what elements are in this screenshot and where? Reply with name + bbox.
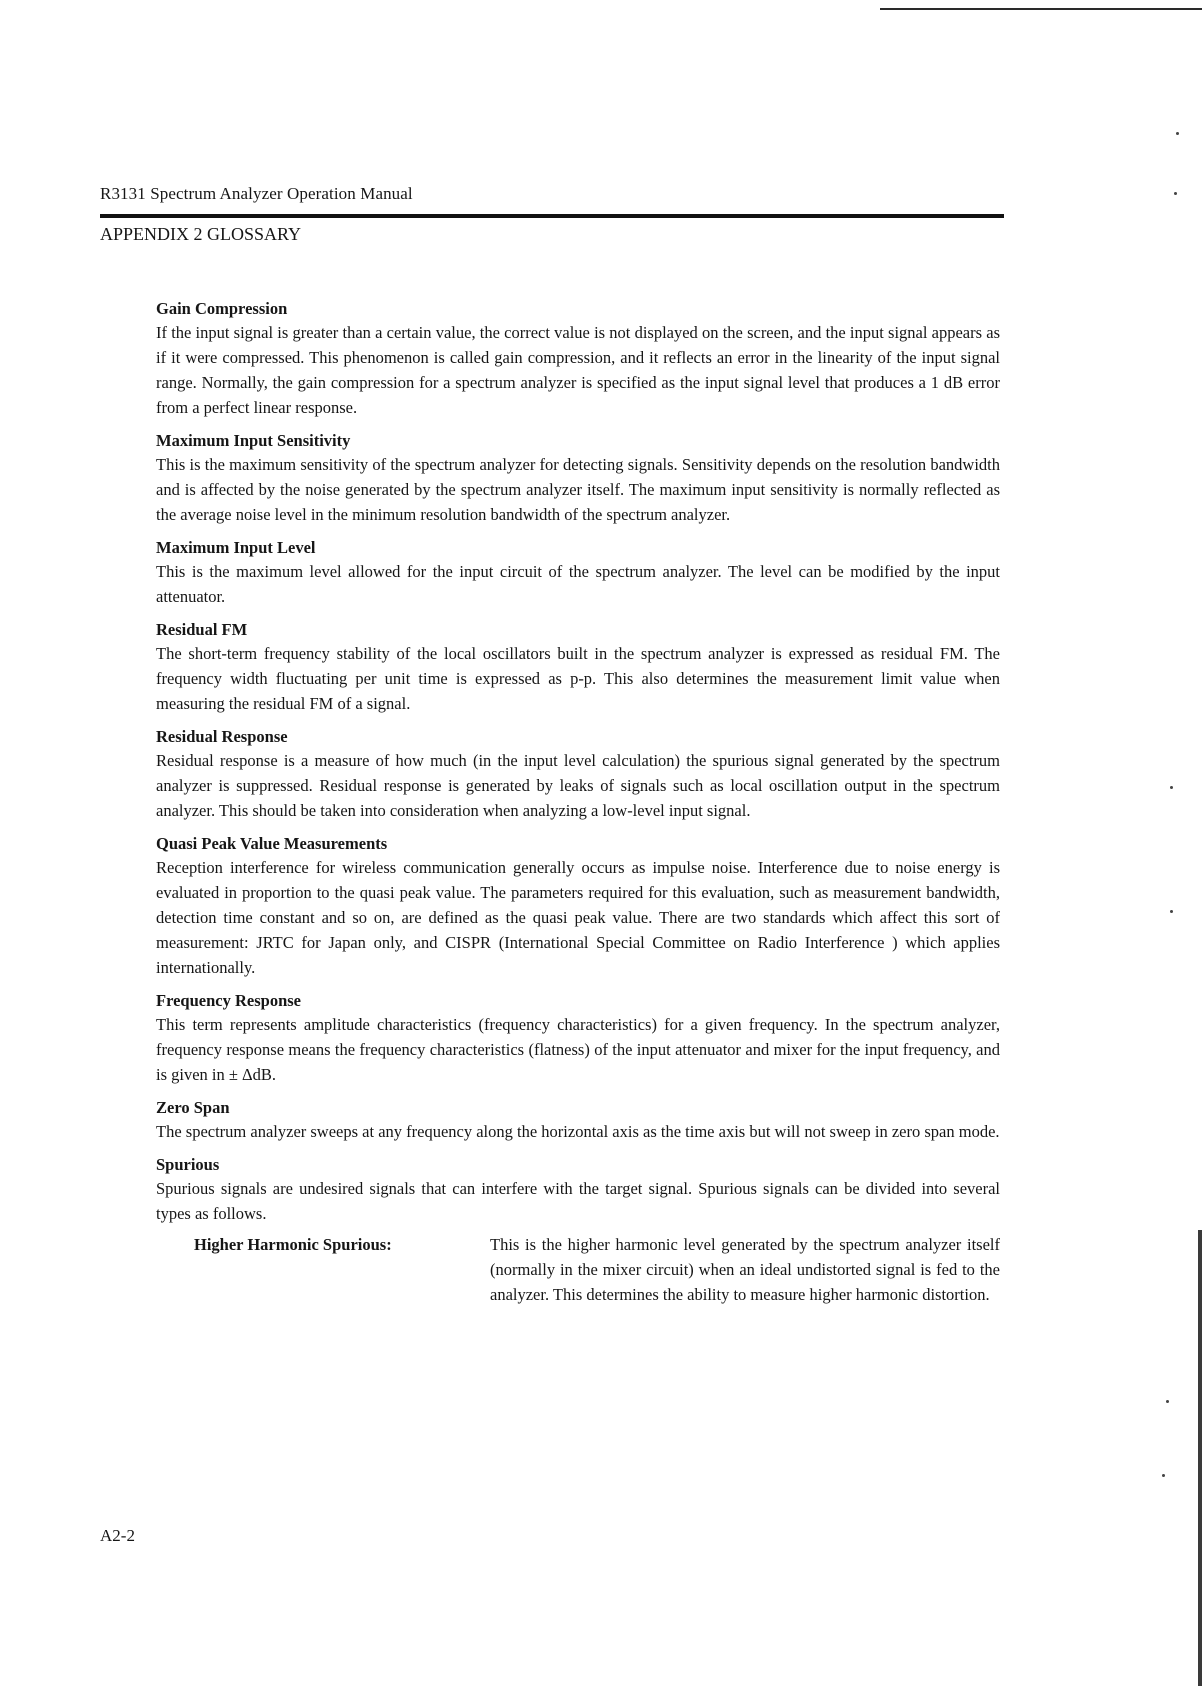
scan-speck (1176, 132, 1179, 135)
glossary-term: Zero Span (156, 1098, 230, 1117)
running-head: R3131 Spectrum Analyzer Operation Manual (100, 184, 413, 203)
glossary-definition: Spurious signals are undesired signals that can interfere with the target signal. Spurious signals can be divided into several types as follows. (156, 1179, 1000, 1223)
glossary-definition: Reception interference for wireless communication generally occurs as impulse noise. Interference due to noise energy is evaluated in proportion to the quasi peak value. The parameters required for this evaluation, such as measurement bandwidth, detection time constant and so on, are defined as the quasi peak value. There are two standards which affect this sort of measurement: JRTC for Japan only, and CISPR (International Special Committee on Radio Interference ) which applies internationally. (156, 858, 1000, 977)
glossary-definition: This term represents amplitude characteristics (frequency characteristics) for a given frequency. In the spectrum analyzer, frequency response means the frequency characteristics (flatness) of the input attenuator and mixer for the input frequency, and is given in ± ΔdB. (156, 1015, 1000, 1084)
glossary-entry-gain-compression (156, 298, 1000, 420)
glossary-entry-maximum-input-sensitivity (156, 430, 1000, 527)
glossary-entry-quasi-peak (156, 833, 1000, 980)
glossary-definition: This is the maximum level allowed for the input circuit of the spectrum analyzer. The level can be modified by the input attenuator. (156, 562, 1000, 606)
glossary-sub-definition: This is the higher harmonic level generated by the spectrum analyzer itself (normally in the mixer circuit) when an ideal undistorted signal is fed to the analyzer. This determines the ability to measure higher harmonic distortion. (490, 1235, 1000, 1304)
glossary-entry-maximum-input-level (156, 537, 1000, 609)
glossary-definition: This is the maximum sensitivity of the spectrum analyzer for detecting signals. Sensitivity depends on the resolution bandwidth and is affected by the noise generated by the spectrum analyzer itself. The maximum input sensitivity is normally reflected as the average noise level in the minimum resolution bandwidth of the spectrum analyzer. (156, 455, 1000, 524)
glossary-term: Spurious (156, 1155, 220, 1174)
glossary-sub-term: Higher Harmonic Spurious: (194, 1235, 392, 1254)
glossary-definition: If the input signal is greater than a certain value, the correct value is not displayed on the screen, and the input signal appears as if it were compressed. This phenomenon is called gain compression, and it reflects an error in the linearity of the input signal range. Normally, the gain compression for a spectrum analyzer is specified as the input signal level that produces a 1 dB error from a perfect linear response. (156, 323, 1000, 417)
scan-speck (1174, 192, 1177, 195)
scan-speck (1162, 1474, 1165, 1477)
glossary-entry-residual-fm (156, 619, 1000, 716)
glossary-entry-residual-response (156, 726, 1000, 823)
glossary-term: Maximum Input Sensitivity (156, 431, 351, 450)
glossary-definition: Residual response is a measure of how much (in the input level calculation) the spurious signal generated by the spectrum analyzer is suppressed. Residual response is generated by leaks of signals such as local oscillation output in the spectrum analyzer. This should be taken into consideration when analyzing a low-level input signal. (156, 751, 1000, 820)
scan-speck (1166, 1400, 1169, 1403)
glossary-entry-spurious (156, 1154, 1000, 1307)
section-title: APPENDIX 2 GLOSSARY (100, 224, 302, 244)
scan-edge-shadow (1198, 1230, 1202, 1686)
glossary-entry-frequency-response (156, 990, 1000, 1087)
glossary-term: Quasi Peak Value Measurements (156, 834, 388, 853)
glossary-term: Residual FM (156, 620, 248, 639)
glossary-definition: The short-term frequency stability of the local oscillators built in the spectrum analyzer is expressed as residual FM. The frequency width fluctuating per unit time is expressed as p-p. This also determines the measurement limit value when measuring the residual FM of a signal. (156, 644, 1000, 713)
glossary-sub-entry-higher-harmonic (156, 1232, 1000, 1307)
glossary-term: Maximum Input Level (156, 538, 316, 557)
scan-speck (1170, 910, 1173, 913)
scan-edge-line (880, 8, 1202, 10)
glossary-term: Residual Response (156, 727, 288, 746)
glossary-list (156, 298, 1000, 1317)
header-rule (100, 214, 1004, 218)
scan-speck (1170, 786, 1173, 789)
glossary-definition: The spectrum analyzer sweeps at any frequency along the horizontal axis as the time axis but will not sweep in zero span mode. (156, 1122, 1000, 1141)
glossary-entry-zero-span (156, 1097, 1000, 1144)
glossary-term: Frequency Response (156, 991, 301, 1010)
page-number: A2-2 (100, 1526, 135, 1545)
glossary-term: Gain Compression (156, 299, 288, 318)
